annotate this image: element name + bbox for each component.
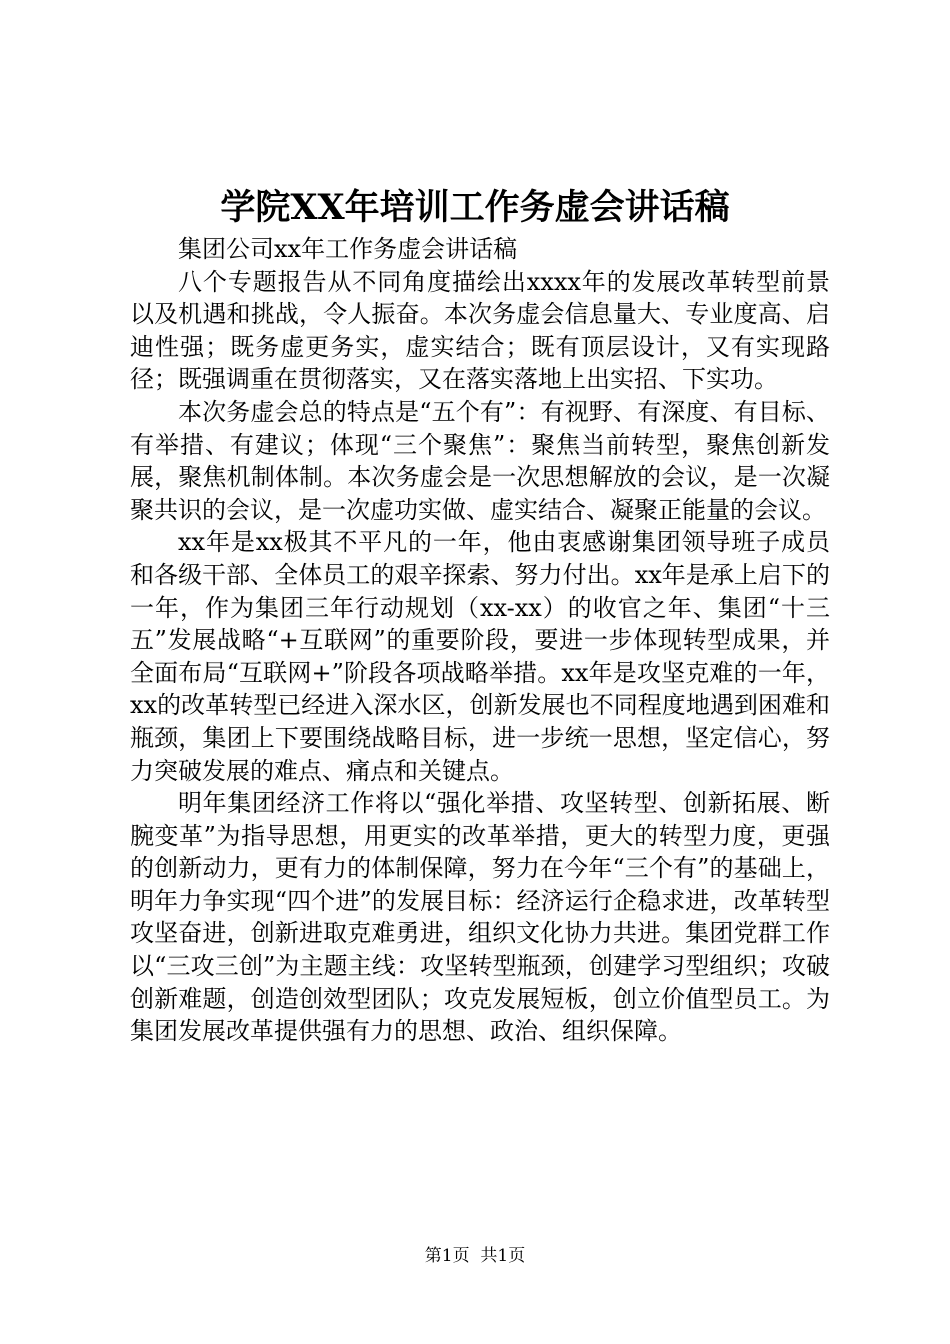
paragraph: 八个专题报告从不同角度描绘出xxxx年的发展改革转型前景以及机遇和挑战，令人振奋。本次务虚会信息量大、专业度高、启迪性强；既务虚更务实，虚实结合；既有顶层设计，又有实现路径；既强调重在贯彻落实，又在落实落地上出实招、下实功。	[130, 267, 830, 394]
page-footer: 第1页 共1页	[424, 1246, 526, 1266]
paragraph-subtitle: 集团公司xx年工作务虚会讲话稿	[178, 235, 518, 263]
paragraph: 明年集团经济工作将以“强化举措、攻坚转型、创新拓展、断腕变革”为指导思想，用更实的改革举措，更大的转型力度，更强的创新动力，更有力的体制保障，努力在今年“三个有”的基础上，明年力争实现“四个进”的发展目标：经济运行企稳求进，改革转型攻坚奋进，创新进取克难勇进，组织文化协力共进。集团党群工作以“三攻三创”为主题主线：攻坚转型瓶颈，创建学习型组织；攻破创新难题，创造创效型团队；攻克发展短板，创立价值型员工。为集团发展改革提供强有力的思想、政治、组织保障。	[130, 789, 830, 1046]
paragraph: 本次务虚会总的特点是“五个有”：有视野、有深度、有目标、有举措、有建议；体现“三个聚焦”：聚焦当前转型，聚焦创新发展，聚焦机制体制。本次务虚会是一次思想解放的会议，是一次凝聚共识的会议，是一次虚功实做、虚实结合、凝聚正能量的会议。	[130, 397, 830, 524]
document-title: 学院XX年培训工作务虚会讲话稿	[220, 187, 730, 228]
document-body	[130, 233, 830, 1048]
paragraph: xx年是xx极其不平凡的一年，他由衷感谢集团领导班子成员和各级干部、全体员工的艰辛探索、努力付出。xx年是承上启下的一年，作为集团三年行动规划（xx-xx）的收官之年、集团“十三五”发展战略“+互联网”的重要阶段，要进一步体现转型成果，并全面布局“互联网+”阶段各项战略举措。xx年是攻坚克难的一年，xx的改革转型已经进入深水区，创新发展也不同程度地遇到困难和瓶颈，集团上下要围绕战略目标，进一步统一思想，坚定信心，努力突破发展的难点、痛点和关键点。	[130, 528, 830, 785]
